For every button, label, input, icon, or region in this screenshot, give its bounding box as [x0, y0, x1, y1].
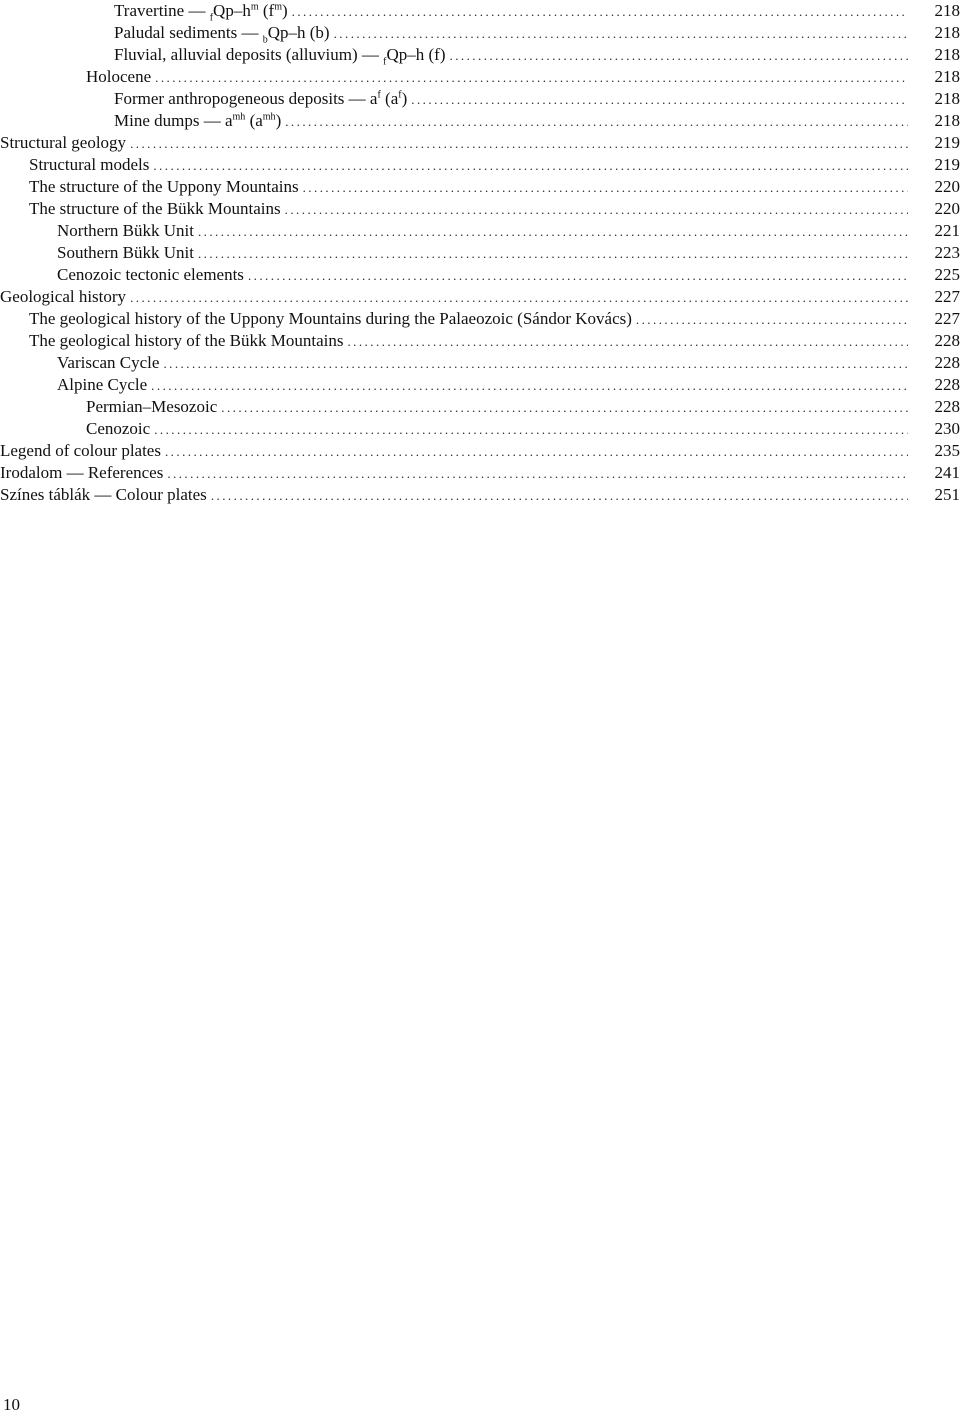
toc-entry[interactable]	[0, 374, 960, 396]
toc-entry[interactable]	[0, 154, 960, 176]
toc-entry-title: Travertine — $_fQp-h^m$ $(f^m)$	[114, 1, 288, 22]
toc-entry-title: Northern Bükk Unit	[57, 221, 194, 240]
toc-entry-page: 228	[934, 353, 960, 372]
toc-entry-title-line	[0, 176, 908, 198]
toc-entry-page: 251	[934, 485, 960, 504]
toc-entry-title: Mine dumps — $a^{mh}$ $(a^{mh})$	[114, 111, 282, 130]
toc-entry[interactable]	[0, 44, 960, 66]
toc-entry[interactable]	[0, 198, 960, 220]
toc-entry-title-line	[0, 418, 908, 440]
toc-entry-title-line	[0, 154, 908, 176]
toc-entry-page: 220	[934, 177, 960, 196]
toc-entry-page: 219	[934, 133, 960, 152]
toc-entry-title: The geological history of the Bükk Mountains	[29, 331, 344, 350]
toc-entry-title-line	[0, 132, 908, 154]
toc-entry-title-line	[0, 0, 908, 22]
toc-entry-title-line	[0, 396, 908, 418]
toc-entry-title: Alpine Cycle	[57, 375, 148, 394]
toc-entry-page: 218	[934, 1, 960, 20]
toc-entry-page: 235	[934, 441, 960, 460]
toc-entry-page: 227	[934, 287, 960, 306]
toc-entry-title: Cenozoic	[86, 419, 151, 438]
toc-entry-title-line	[0, 352, 908, 374]
toc-entry-page: 228	[934, 375, 960, 394]
toc-entry[interactable]	[0, 484, 960, 506]
toc-entry-page: 230	[934, 419, 960, 438]
toc-entry-title: Former anthropogeneous deposits — $a^f$ $(a^f)$	[114, 89, 408, 108]
toc-entry-title-line	[0, 242, 908, 264]
toc-entry-title-line	[0, 330, 908, 352]
toc-entry-title-line	[0, 220, 908, 242]
toc-entry-title-line	[0, 44, 908, 66]
toc-entry-page: 221	[934, 221, 960, 240]
toc-entry-title: Fluvial, alluvial deposits (alluvium) — $_f$Qp–h (f)	[114, 45, 446, 66]
toc-entry[interactable]	[0, 396, 960, 418]
table-of-contents	[0, 0, 960, 506]
toc-entry[interactable]	[0, 330, 960, 352]
toc-entry[interactable]	[0, 88, 960, 110]
toc-entry[interactable]	[0, 308, 960, 330]
toc-entry[interactable]	[0, 110, 960, 132]
toc-entry-title: The geological history of the Uppony Mountains during the Palaeozoic (Sándor Kovács)	[29, 309, 632, 328]
toc-entry-title: Irodalom — References	[0, 463, 164, 482]
toc-entry-title: Structural geology	[0, 133, 127, 152]
toc-entry-title: Cenozoic tectonic elements	[57, 265, 244, 284]
toc-entry[interactable]	[0, 462, 960, 484]
toc-entry-title-line	[0, 374, 908, 396]
toc-entry-title: Geological history	[0, 287, 127, 306]
toc-entry-title-line	[0, 308, 908, 330]
toc-entry-page: 228	[934, 331, 960, 350]
toc-entry-page: 218	[934, 67, 960, 86]
toc-entry[interactable]	[0, 132, 960, 154]
toc-entry-page: 228	[934, 397, 960, 416]
toc-entry-page: 223	[934, 243, 960, 262]
toc-entry-page: 218	[934, 23, 960, 42]
toc-entry-title-line	[0, 88, 908, 110]
toc-entry[interactable]	[0, 418, 960, 440]
toc-entry[interactable]	[0, 440, 960, 462]
toc-entry-title: Paludal sediments — $_b$Qp–h (b)	[114, 23, 330, 44]
toc-entry-title: Variscan Cycle	[57, 353, 160, 372]
toc-entry[interactable]	[0, 286, 960, 308]
toc-entry-title: The structure of the Bükk Mountains	[29, 199, 281, 218]
page-number: 10	[3, 1395, 20, 1414]
toc-entry-page: 225	[934, 265, 960, 284]
toc-entry-title-line	[0, 22, 908, 44]
toc-entry-page: 220	[934, 199, 960, 218]
toc-entry[interactable]	[0, 242, 960, 264]
toc-entry-page: 241	[934, 463, 960, 482]
toc-entry[interactable]	[0, 66, 960, 88]
toc-entry-title-line	[0, 484, 908, 506]
toc-entry-page: 227	[934, 309, 960, 328]
toc-entry-title-line	[0, 286, 908, 308]
toc-entry[interactable]	[0, 176, 960, 198]
toc-entry[interactable]	[0, 220, 960, 242]
toc-entry-page: 218	[934, 89, 960, 108]
toc-entry-title: Structural models	[29, 155, 150, 174]
toc-entry-title-line	[0, 462, 908, 484]
toc-entry-title: Southern Bükk Unit	[57, 243, 194, 262]
toc-entry-title: Permian–Mesozoic	[86, 397, 218, 416]
toc-entry-title-line	[0, 440, 908, 462]
toc-entry-title-line	[0, 66, 908, 88]
toc-entry-title: The structure of the Uppony Mountains	[29, 177, 299, 196]
toc-entry-page: 218	[934, 111, 960, 130]
toc-entry[interactable]	[0, 0, 960, 22]
toc-entry-page: 219	[934, 155, 960, 174]
toc-entry-title-line	[0, 198, 908, 220]
toc-entry-title: Holocene	[86, 67, 152, 86]
toc-entry-page: 218	[934, 45, 960, 64]
toc-entry-title: Színes táblák — Colour plates	[0, 485, 207, 504]
toc-entry[interactable]	[0, 352, 960, 374]
toc-entry[interactable]	[0, 264, 960, 286]
toc-entry-title-line	[0, 264, 908, 286]
toc-entry-title: Legend of colour plates	[0, 441, 161, 460]
toc-entry[interactable]	[0, 22, 960, 44]
toc-entry-title-line	[0, 110, 908, 132]
